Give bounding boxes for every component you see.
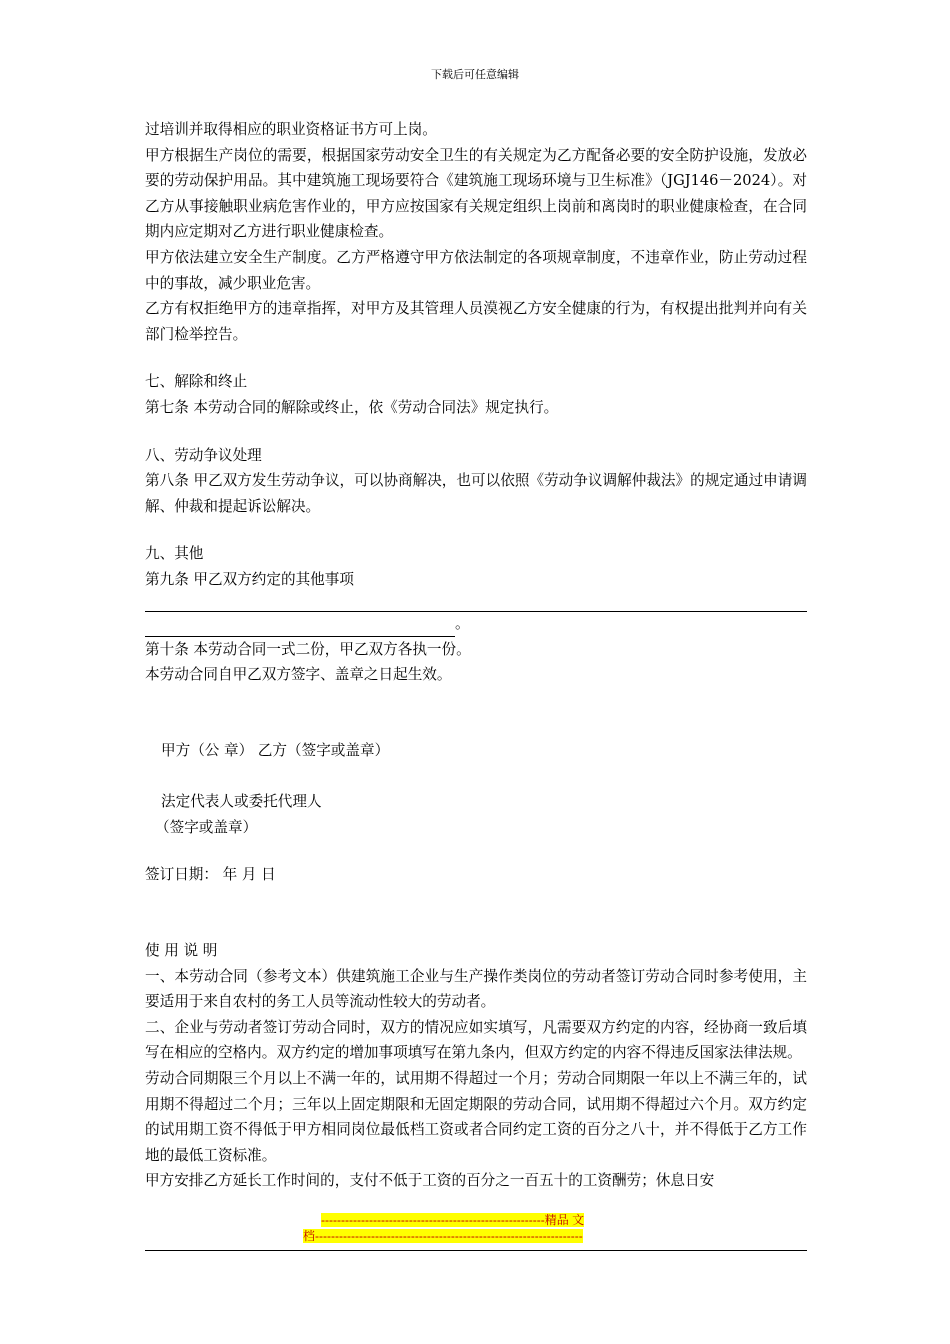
paragraph: 乙方有权拒绝甲方的违章指挥，对甲方及其管理人员漠视乙方安全健康的行为，有权提出批判并向有关部门检举控告。	[145, 300, 807, 343]
footer-watermark-line: 档-------------------------------------------------------------------	[303, 1229, 583, 1243]
document-body	[145, 117, 807, 1194]
signature-note: （签字或盖章）	[155, 818, 258, 836]
paragraph: 甲方根据生产岗位的需要，根据国家劳动安全卫生的有关规定为乙方配备必要的安全防护设施，发放必要的劳动保护用品。其中建筑施工现场要符合《建筑施工现场环境与卫生标准》（JGJ146－2024）。对乙方从事接触职业病危害作业的，甲方应按国家有关规定组织上岗前和离岗时的职业健康检查，在合同期内应定期对乙方进行职业健康检查。	[145, 146, 807, 241]
blank-end-mark: 。	[455, 614, 470, 632]
clause-text: 第九条 甲乙双方约定的其他事项	[145, 570, 354, 588]
section-heading: 七、解除和终止	[145, 373, 248, 391]
clause-text: 第十条 本劳动合同一式二份，甲乙双方各执一份。	[145, 640, 471, 658]
instruction-item: 一、本劳动合同（参考文本）供建筑施工企业与生产操作类岗位的劳动者签订劳动合同时参考使用，主要适用于来自农村的务工人员等流动性较大的劳动者。	[145, 967, 807, 1011]
section-heading: 九、其他	[145, 545, 204, 563]
clause-text: 第八条 甲乙双方发生劳动争议，可以协商解决，也可以依照《劳动争议调解仲裁法》的规定通过申请调解、仲裁和提起诉讼解决。	[145, 472, 807, 515]
footer-watermark-line: --------------------------------------------------------精品 文	[321, 1213, 585, 1227]
instructions-title: 使 用 说 明	[145, 942, 218, 960]
signing-date: 签订日期： 年 月 日	[145, 866, 276, 884]
instruction-item: 甲方安排乙方延长工作时间的，支付不低于工资的百分之一百五十的工资酬劳；休息日安	[145, 1172, 715, 1190]
fill-in-blank-line	[145, 620, 455, 637]
clause-text: 本劳动合同自甲乙双方签字、盖章之日起生效。	[145, 666, 452, 684]
fill-in-blank-row	[145, 612, 807, 637]
paragraph: 过培训并取得相应的职业资格证书方可上岗。	[145, 121, 437, 138]
instruction-item: 二、企业与劳动者签订劳动合同时，双方的情况应如实填写，凡需要双方约定的内容，经协商一致后填写在相应的空格内。双方约定的增加事项填写在第九条内，但双方约定的内容不得违反国家法律法规。	[145, 1018, 807, 1062]
paragraph: 甲方依法建立安全生产制度。乙方严格遵守甲方依法制定的各项规章制度，不违章作业，防止劳动过程中的事故，减少职业危害。	[145, 248, 807, 292]
clause-text: 第七条 本劳动合同的解除或终止，依《劳动合同法》规定执行。	[145, 398, 559, 416]
page-header: 下载后可任意编辑	[431, 68, 519, 81]
signature-parties: 甲方（公 章） 乙方（签字或盖章）	[161, 741, 390, 759]
section-heading: 八、劳动争议处理	[145, 446, 262, 464]
page-footer	[145, 1212, 807, 1251]
signature-representative: 法定代表人或委托代理人	[161, 793, 322, 811]
instruction-item: 劳动合同期限三个月以上不满一年的，试用期不得超过一个月；劳动合同期限一年以上不满三年的，试用期不得超过二个月；三年以上固定期限和无固定期限的劳动合同，试用期不得超过六个月。双方约定的试用期工资不得低于甲方相同岗位最低档工资或者合同约定工资的百分之八十，并不得低于乙方工作地的最低工资标准。	[145, 1070, 807, 1164]
footer-rule	[145, 1250, 807, 1251]
